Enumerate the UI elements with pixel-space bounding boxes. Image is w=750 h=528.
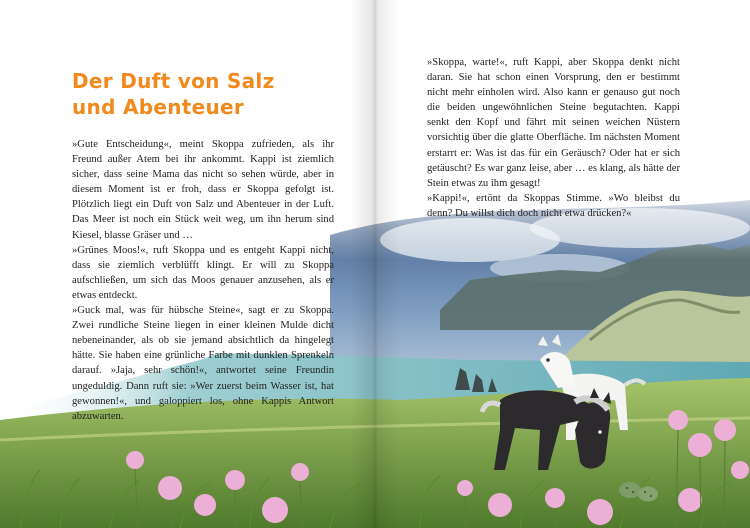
paragraph: »Kappi!«, ertönt da Skoppas Stimme. »Wo bleibst du denn? Du willst dich doch nicht etwa drücken?«: [427, 192, 680, 219]
right-page-text: [427, 55, 680, 221]
chapter-title-line2: und Abenteuer: [72, 95, 245, 119]
paragraph: »Skoppa, warte!«, ruft Kappi, aber Skoppa denkt nicht daran. Sie hat schon einen Vorsprung, den er bestimmt nicht mehr einholen wird. Also kann er genauso gut noch die beiden ungewöhnlichen Steine begutachten. Kappi senkt den Kopf und fährt mit seinen weichen Nüstern vorsichtig über die glatte Oberfläche. Im nächsten Moment erstarrt er: Was ist das für ein Geräusch? Oder hat er sich getäuscht? Es war ganz leise, aber … es klang, als hätte der Stein etwas zu ihm gesagt!: [427, 57, 680, 189]
paragraph: »Guck mal, was für hübsche Steine«, sagt er zu Skoppa. Zwei rundliche Steine liegen in einer kleinen Mulde dicht nebeneinander, als ob sie jemand absichtlich da hingelegt hätte. Sie haben eine grünliche Farbe mit dunklen Sprenkeln darauf. »Jaja, sehr schön!«, antwortet seine Freundin ungeduldig. Dann ruft sie: »Wer zuerst beim Wasser ist, hat gewonnen!«, und galoppiert los, ohne Kappis Antwort abzuwarten.: [72, 305, 334, 422]
paragraph: »Gute Entscheidung«, meint Skoppa zufrieden, als ihr Freund außer Atem bei ihr ankommt. Kappi ist ziemlich sicher, dass seine Mama das nicht so sehen würde, aber in diesem Moment ist er froh, dass er Skoppa gefolgt ist. Plötzlich liegt ein Duft von Salz und Abenteuer in der Luft. Das Meer ist noch ein Stück weit weg, um ihn herum sind Kiesel, blasse Gräser und …: [72, 139, 334, 241]
paragraph: »Grünes Moos!«, ruft Skoppa und es entgeht Kappi nicht, dass sie ziemlich verblüfft klingt. Er will zu Skoppa aufschließen, um sich das Moos genauer anzusehen, als er etwas entdeckt.: [72, 244, 334, 301]
chapter-title: [72, 68, 332, 120]
left-page-text: [72, 137, 334, 424]
chapter-title-line1: Der Duft von Salz: [72, 69, 275, 93]
